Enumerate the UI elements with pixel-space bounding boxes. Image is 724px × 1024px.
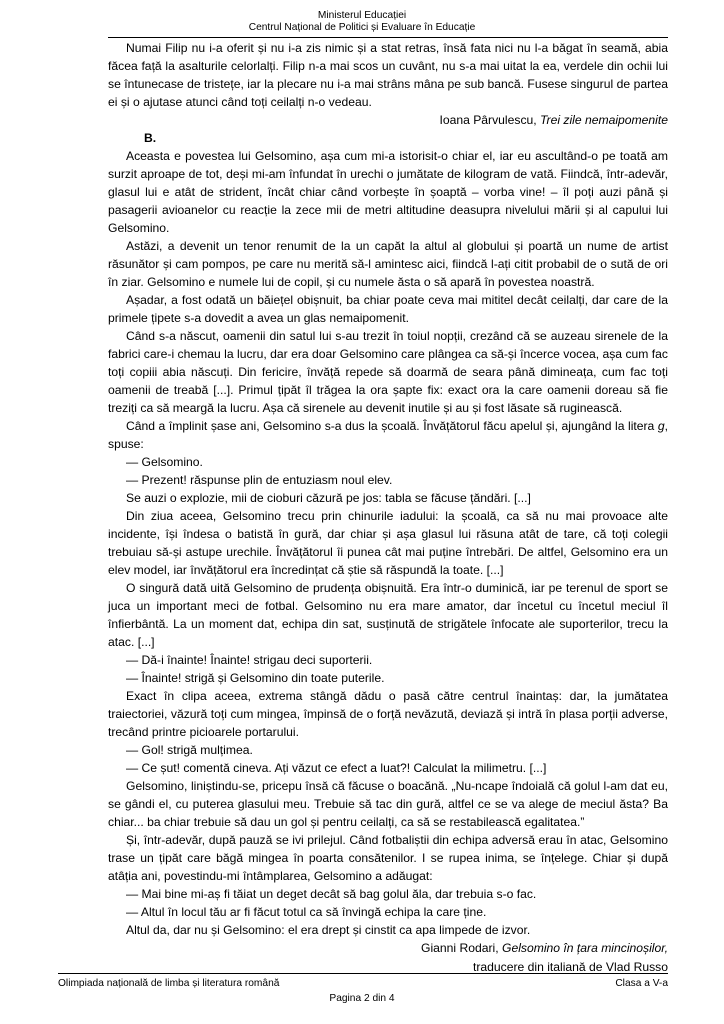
section-b-label: B. [144,131,157,145]
paragraph: Așadar, a fost odată un băiețel obișnuit, ba chiar poate ceva mai mititel decât ceilalți, dar care de la primele țipete s-a dovedit a avea un glas nemaipomenit. [108,293,668,325]
dialogue-line: — Gol! strigă mulțimea. [126,743,253,757]
paragraph: Astăzi, a devenit un tenor renumit de la un capăt la altul al globului și poartă un nume de artist răsunător și cam pompos, pe care nu merită să-l amintesc aici, fiindcă l-ați citit probabil de o sută de ori în ziar. Gelsomino e numele lui de copil, și cu numele ăsta o să apară în povestea noastră. [108,239,668,289]
fragment-b-author: Gianni Rodari, [421,941,499,955]
dialogue-line: — Înainte! strigă și Gelsomino din toate puterile. [126,671,385,685]
center-name: Centrul Național de Politici și Evaluare în Educație [248,22,476,33]
dialogue-line: — Dă-i înainte! Înainte! strigau deci suporterii. [126,653,373,667]
paragraph: Și, într-adevăr, după pauză se ivi prilejul. Când fotbaliștii din echipa adversă erau în atac, Gelsomino trase un țipăt care băgă mingea în poarta consătenilor. I se rupea inima, se înțelege. Chiar și după atâția ani, povestindu-mi întâmplarea, Gelsomino a adăugat: [108,833,668,883]
paragraph: Când s-a născut, oamenii din satul lui s-au trezit în toiul nopții, crezând că se auzeau sirenele de la fabrici care-i chemau la lucru, dar era doar Gelsomino care plângea ca să-și încerce vocea, așa cum fac toți copiii abia născuți. Din fericire, învăță repede să doarmă de seara până dimineața, cum fac toți oamenii de treabă [...]. Primul țipăt îl trăgea la ora șapte fix: exact ora la care oamenii doreau să fie treziți ca să meargă la lucru. Așa că sirenele au devenit inutile și au și fost lăsate să ruginească. [108,329,668,415]
paragraph: Aceasta e povestea lui Gelsomino, așa cum mi-a istorisit-o chiar el, iar eu ascultând-o pe toată am surzit aproape de tot, deși mi-am înfundat în urechi o jumătate de kilogram de vată. Fiindcă, într-adevăr, glasul lui e atât de strident, încât chiar când vorbește în șoaptă – vorba vine! – îl poți auzi până și pasagerii avioanelor cu reacție la zece mii de metri altitudine deasupra nivelului mării și al capului lui Gelsomino. [108,149,668,235]
dialogue-line: — Mai bine mi-aș fi tăiat un deget decât să bag golul ăla, dar trebuia s-o fac. [126,887,537,901]
paragraph: Exact în clipa aceea, extrema stângă dădu o pasă către centrul înaintaș: dar, la jumătatea traiectoriei, văzură toți cum mingea, împinsă de o forță nevăzută, deviază și intră în plasa porții adverse, trecând printre picioarele portarului. [108,689,668,739]
header-divider [108,37,668,38]
page-header [0,10,724,34]
fragment-a-paragraph: Numai Filip nu i-a oferit și nu i-a zis nimic și a stat retras, însă fata nici nu l-a băgat în seamă, abia făcea față la asalturile celorlalți. Filip n-a mai scos un cuvânt, nu s-a mai uitat la ea, verdele din ochii lui se întunecase de tristețe, iar la plecare nu i-a mai strâns mâna pe sub bancă. Fusese singurul de partea ei și o ajutase atunci când toți ceilalți n-o vedeau. [108,41,668,109]
document-body [108,39,668,977]
fragment-a-title: Trei zile nemaipomenite [540,113,668,127]
paragraph-text: , spuse: [108,419,668,451]
paragraph: O singură dată uită Gelsomino de prudența obișnuită. Era într-o duminică, iar pe terenul de sport se juca un important meci de fotbal. Gelsomino nu era mare amator, dar încetul cu încetul meciul îl înfierbântă. La un moment dat, echipa din sat, susținută de strigătele înfocate ale suporterilor, trecu la atac. [...] [108,581,668,649]
dialogue-line: — Altul în locul tău ar fi făcut totul ca să învingă echipa la care ține. [126,905,487,919]
dialogue-line: — Prezent! răspunse plin de entuziasm noul elev. [126,473,393,487]
letter-g: g [657,419,665,433]
paragraph [108,417,668,453]
fragment-b-translation: traducere din italiană de Vlad Russo [472,960,668,974]
dialogue-line: — Gelsomino. [126,455,203,469]
paragraph: Se auzi o explozie, mii de cioburi căzură pe jos: tabla se făcuse țăndări. [...] [126,491,531,505]
footer-competition: Olimpiada națională de limba și literatura română [58,978,280,989]
fragment-a-signature [108,111,668,129]
ministry-name: Ministerul Educației [317,10,407,21]
paragraph: Altul da, dar nu și Gelsomino: el era drept și cinstit ca apa limpede de izvor. [126,923,531,937]
fragment-b-signature [108,939,668,977]
fragment-b-title: Gelsomino în țara mincinoșilor, [502,941,668,955]
paragraph-text: Când a împlinit șase ani, Gelsomino s-a dus la școală. Învățătorul făcu apelul și, ajungând la litera [126,419,658,433]
fragment-a-author: Ioana Pârvulescu, [439,113,537,127]
footer-grade: Clasa a V-a [615,978,668,989]
footer-divider [58,973,668,974]
paragraph: Din ziua aceea, Gelsomino trecu prin chinurile iadului: la școală, ca să nu mai provoace alte incidente, își îndesa o batistă în gură, dar chiar și așa glasul lui răsuna atât de tare, că toți colegii trebuiau să-și astupe urechile. Învățătorul îi punea cât mai puține întrebări. De altfel, Gelsomino era un elev model, iar învățătorul era încredințat că știe să răspundă la toate. [...] [108,509,668,577]
page-number: Pagina 2 din 4 [329,993,395,1004]
paragraph: Gelsomino, liniștindu-se, pricepu însă că făcuse o boacănă. „Nu-ncape îndoială că golul l-am dat eu, se gândi el, cu puterea glasului meu. Trebuie să tac din gură, altfel ce se va alege de meciul ăsta? Ba chiar... ba chiar trebuie să dau un gol și pentru ceilalți, ca să se restabilească egalitatea.” [108,779,668,829]
dialogue-line: — Ce șut! comentă cineva. Ați văzut ce efect a luat?! Calculat la milimetru. [...] [126,761,547,775]
